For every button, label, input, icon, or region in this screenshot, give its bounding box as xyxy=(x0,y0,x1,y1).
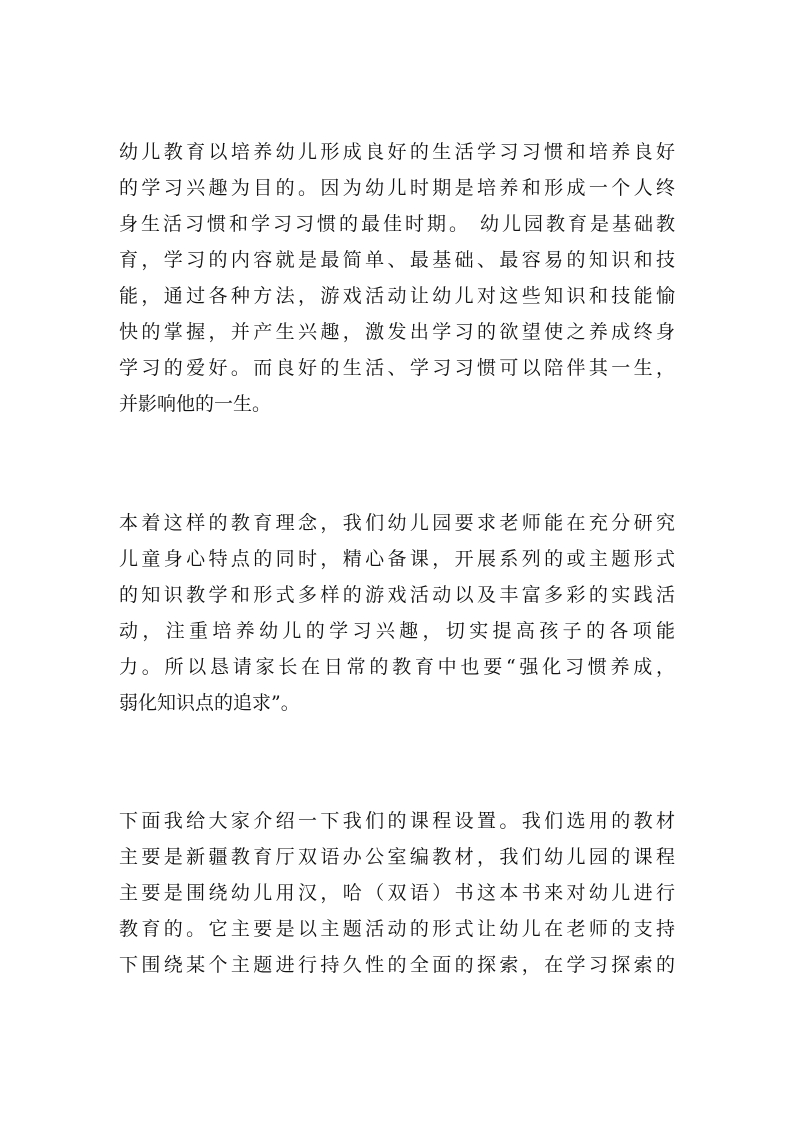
paragraph-line: 动，注重培养幼儿的学习兴趣，切实提高孩子的各项能 xyxy=(119,620,675,642)
paragraph-line: 教育的。它主要是以主题活动的形式让幼儿在老师的支持 xyxy=(119,918,675,940)
paragraph-line: 本着这样的教育理念，我们幼儿园要求老师能在充分研究 xyxy=(119,512,675,534)
paragraph-line: 并影响他的一生。 xyxy=(119,393,272,415)
paragraph-line: 下围绕某个主题进行持久性的全面的探索，在学习探索的 xyxy=(119,954,675,976)
paragraph-line: 主要是新疆教育厅双语办公室编教材，我们幼儿园的课程 xyxy=(119,846,675,868)
paragraph-line: 弱化知识点的追求”。 xyxy=(119,692,300,714)
paragraph-line: 能，通过各种方法，游戏活动让幼儿对这些知识和技能愉 xyxy=(119,285,675,307)
paragraph-line: 快的掌握，并产生兴趣，激发出学习的欲望使之养成终身 xyxy=(119,321,675,343)
paragraph-line: 的学习兴趣为目的。因为幼儿时期是培养和形成一个人终 xyxy=(119,177,675,199)
paragraph-line: 学习的爱好。而良好的生活、学习习惯可以陪伴其一生， xyxy=(119,357,675,379)
paragraph-line: 下面我给大家介绍一下我们的课程设置。我们选用的教材 xyxy=(119,810,675,832)
paragraph-line: 身生活习惯和学习习惯的最佳时期。 幼儿园教育是基础教 xyxy=(119,213,675,235)
paragraph-line: 力。所以恳请家长在日常的教育中也要“强化习惯养成， xyxy=(119,656,675,678)
paragraph-line: 主要是围绕幼儿用汉，哈（双语）书这本书来对幼儿进行 xyxy=(119,882,675,904)
paragraph-line: 的知识教学和形式多样的游戏活动以及丰富多彩的实践活 xyxy=(119,584,675,606)
paragraph-line: 幼儿教育以培养幼儿形成良好的生活学习习惯和培养良好 xyxy=(119,141,675,163)
paragraph-line: 儿童身心特点的同时，精心备课，开展系列的或主题形式 xyxy=(119,548,675,570)
paragraph-line: 育，学习的内容就是最简单、最基础、最容易的知识和技 xyxy=(119,249,675,271)
